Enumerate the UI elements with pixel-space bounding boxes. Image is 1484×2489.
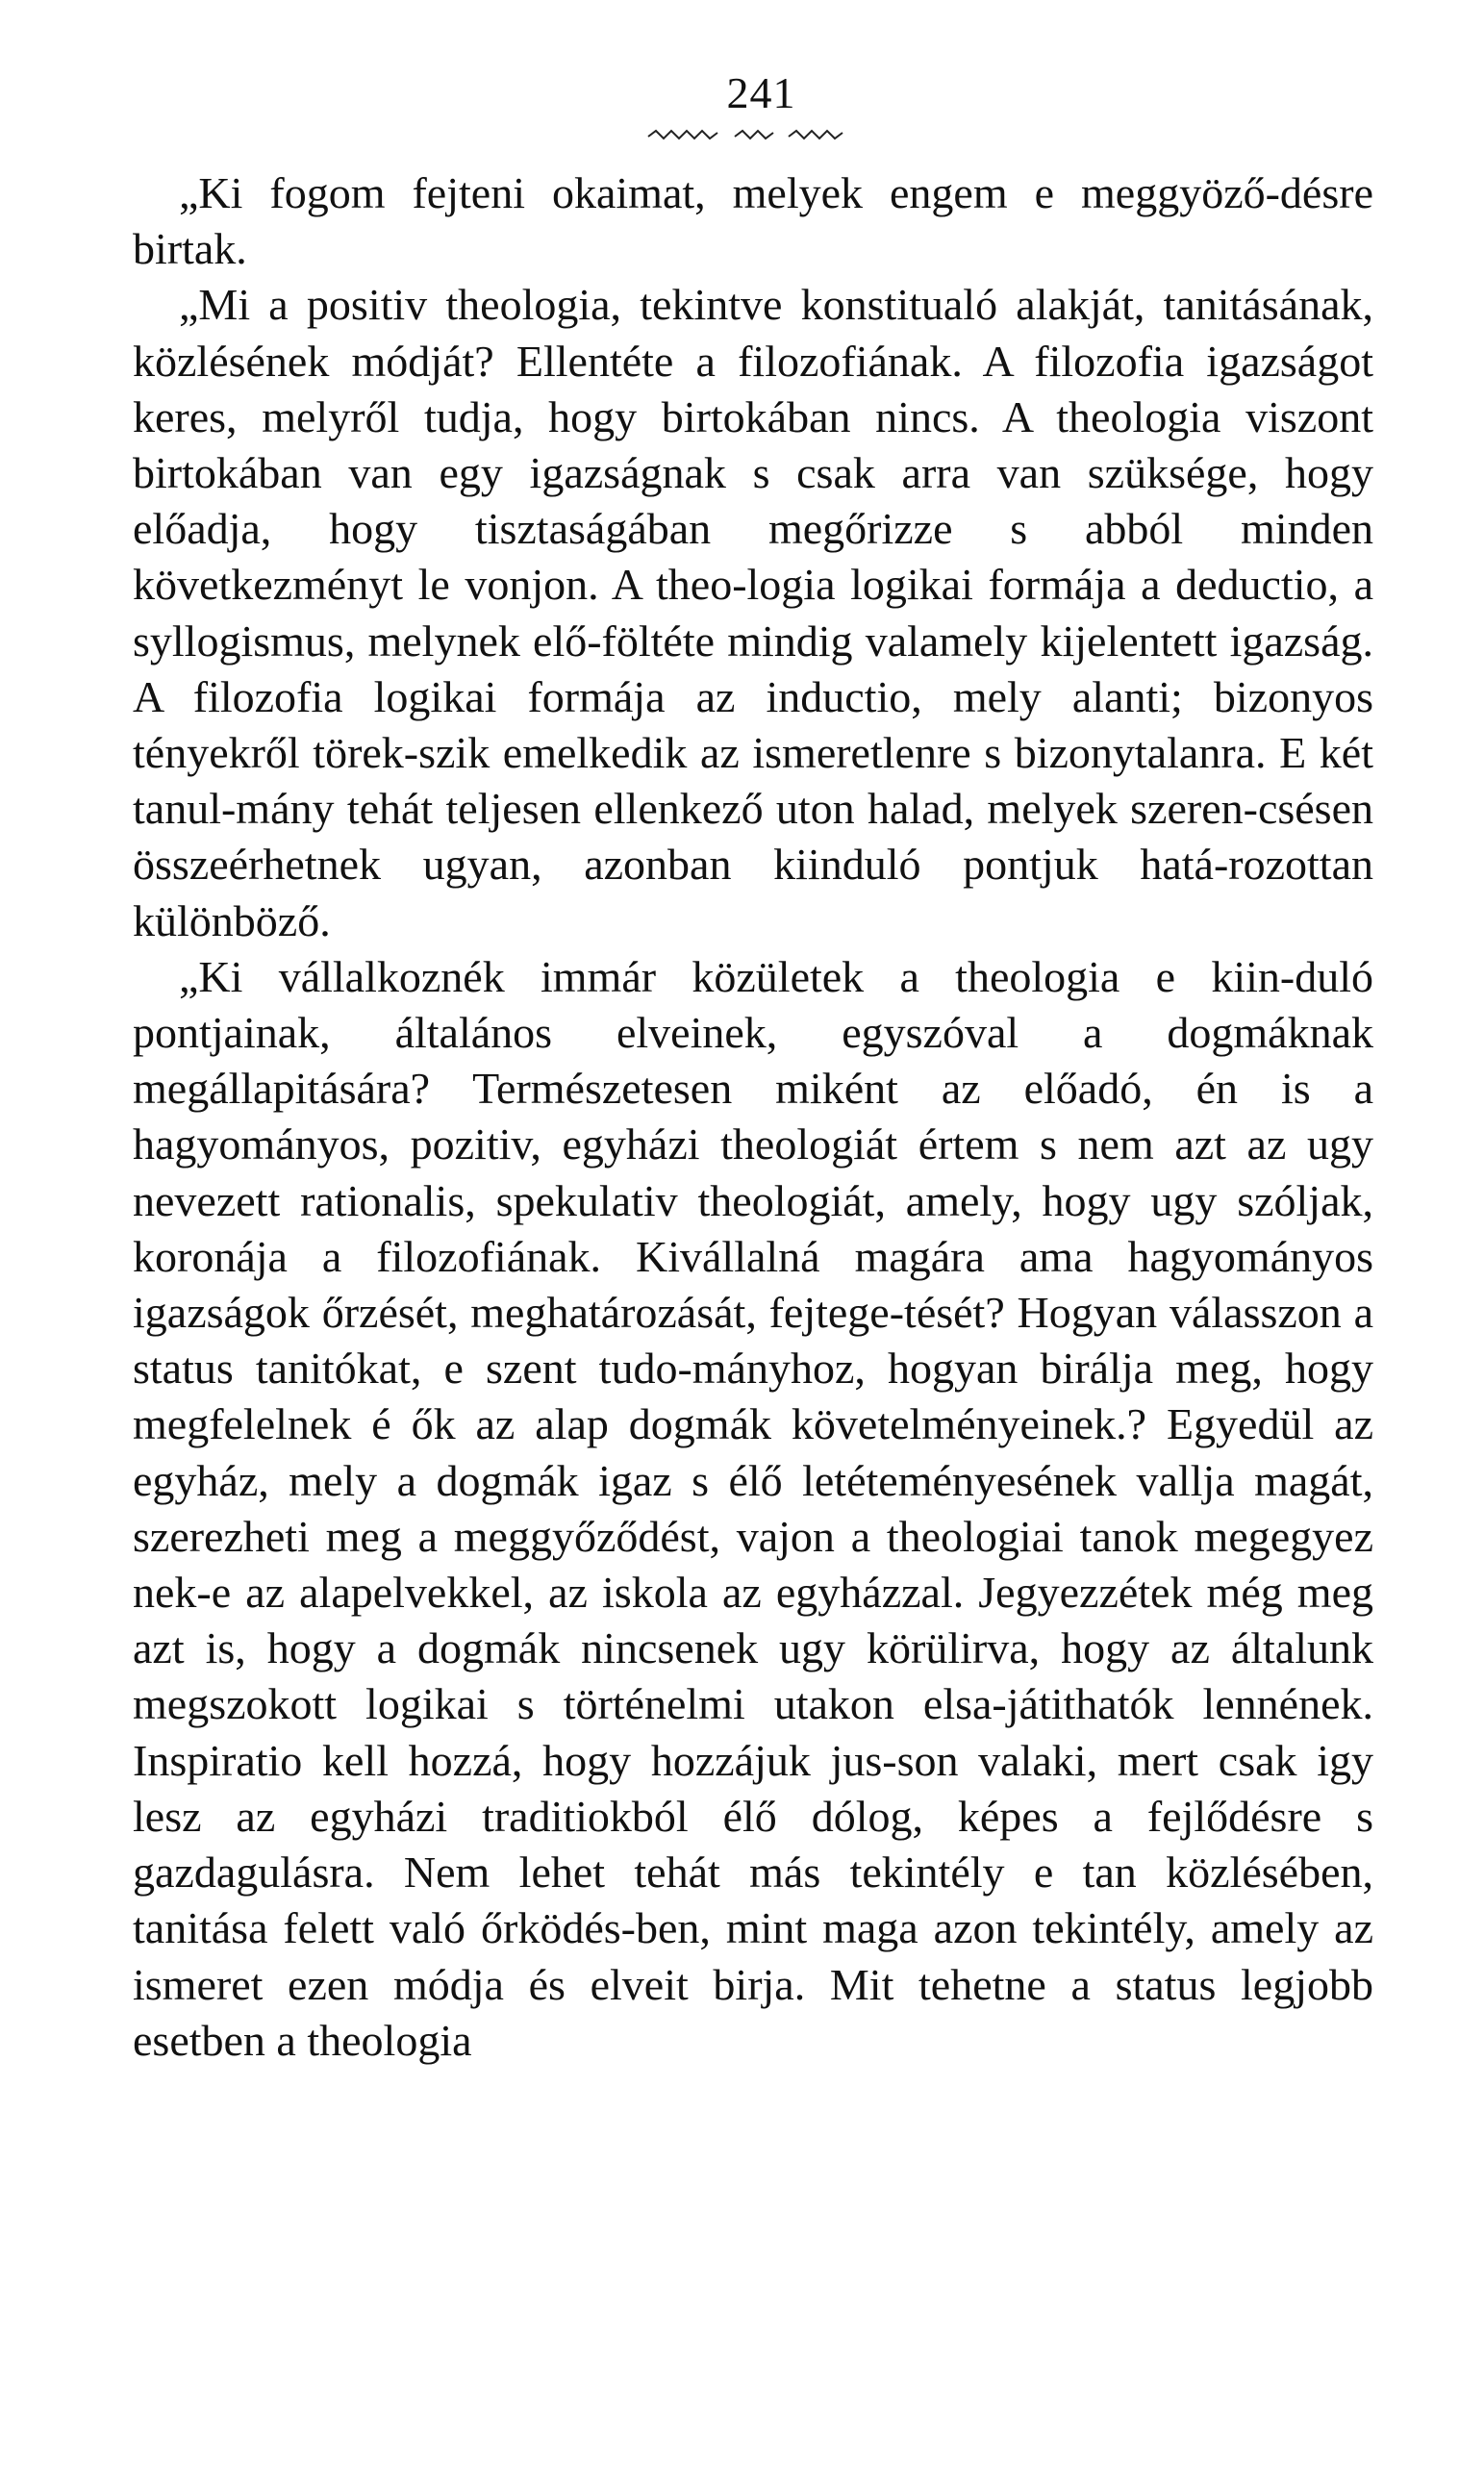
paragraph-3: „Ki vállalkoznék immár közületek a theologia e kiin-duló pontjainak, általános elveinek, egyszóval a dogmáknak megállapitására? Természetesen miként az előadó, én is a hagyományos, pozitiv, egyházi theologiát értem s nem azt az ugy nevezett rationalis, spekulativ theologiát, amely, hogy ugy szóljak, koronája a filozofiának. Kivállalná magára ama hagyományos igazságok őrzését, meghatározását, fejtege-tését? Hogyan válasszon a status tanitókat, e szent tudo-mányhoz, hogyan birálja meg, hogy megfelelnek é ők az alap dogmák követelményeinek.? Egyedül az egyház, mely a dogmák igaz s élő letéteményesének vallja magát, szerezheti meg a meggyőződést, vajon a theologiai tanok megegyez nek-e az alapelvekkel, az iskola az egyházzal. Jegyezzétek még meg azt is, hogy a dogmák nincsenek ugy körülirva, hogy az általunk megszokott logikai s történelmi utakon elsa-játithatók lennének. Inspiratio kell hozzá, hogy hozzájuk jus-son valaki, mert csak igy lesz az egyházi traditiokból élő dólog, képes a fejlődésre s gazdagulásra. Nem lehet tehát más tekintély e tan közlésében, tanitása felett való őrködés-ben, mint maga azon tekintély, amely az ismeret ezen módja és elveit birja. Mit tehetne a status legjobb esetben a theologia: [133, 951, 1373, 2065]
page-header: [0, 67, 1484, 118]
paragraph-2: „Mi a positiv theologia, tekintve konstitualó alakját, tanitásának, közlésének módját? Ellentéte a filozofiának. A filozofia igazságot keres, melyről tudja, hogy birtokában nincs. A theologia viszont birtokában van egy igazságnak s csak arra van szüksége, hogy előadja, hogy tisztaságában megőrizze s abból minden következményt le vonjon. A theo-logia logikai formája a deductio, a syllogismus, melynek elő-föltéte mindig valamely kijelentett igazság. A filozofia logikai formája az inductio, mely alanti; bizonyos tényekről törek-szik emelkedik az ismeretlenre s bizonytalanra. E két tanul-mány tehát teljesen ellenkező uton halad, melyek szeren-csésen összeérhetnek ugyan, azonban kiinduló pontjuk hatá-rozottan különböző.: [133, 280, 1373, 945]
header-ornament: [646, 123, 848, 144]
page-number: 241: [726, 68, 796, 117]
body-text: [133, 165, 1373, 2069]
paragraph-1: „Ki fogom fejteni okaimat, melyek engem e meggyöző-désre birtak.: [133, 168, 1373, 274]
